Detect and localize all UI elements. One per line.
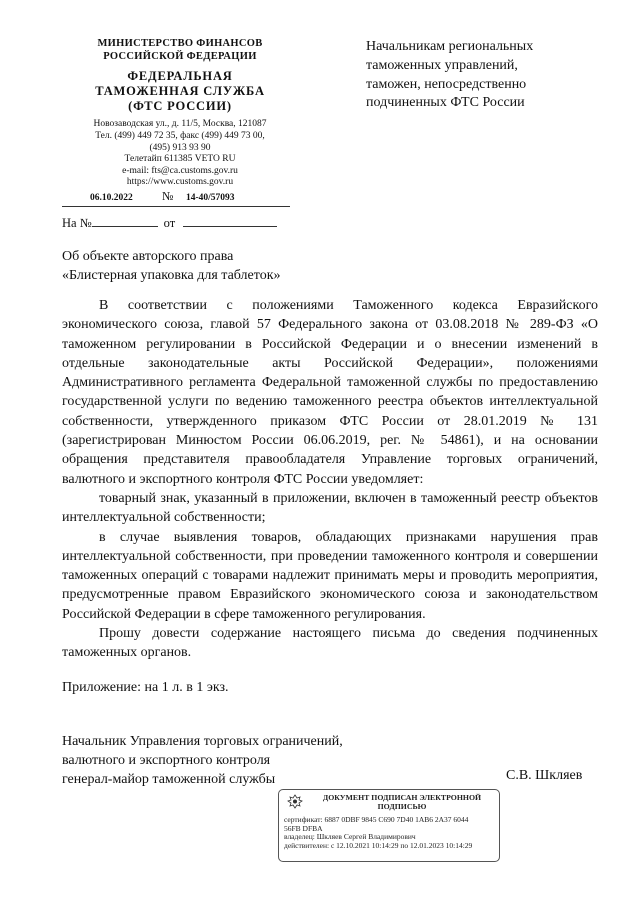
body-paragraph: товарный знак, указанный в приложении, включен в таможенный реестр объектов интеллектуальной собственности; bbox=[62, 490, 598, 526]
reference-line bbox=[62, 215, 277, 231]
letterhead bbox=[62, 38, 298, 189]
number-sign: № bbox=[162, 189, 174, 203]
body-paragraph: В соответствии с положениями Таможенного кодекса Евразийского экономического союза, главой 57 Федерального закона от 03.08.2018 № 289-ФЗ «О таможенном регулировании в Российской Федерации и о внесении изменений в отдельные законодательные акты Российской Федерации», положениями Административного регламента Федеральной таможенной службы по предоставлению государственной услуги по ведению таможенного реестра объектов интеллектуальной собственности, утвержденного приказом ФТС России от 28.01.2019 № 131 (зарегистрирован Минюстом России 06.06.2019, рег. № 54861), и на основании обращения представителя правообладателя Управление торговых ограничений, валютного и экспортного контроля ФТС России уведомляет: bbox=[62, 298, 598, 487]
ref-number-blank bbox=[92, 215, 158, 227]
stamp-validity: действителен: с 12.10.2021 10:14:29 по 12.01.2023 10:14:29 bbox=[284, 842, 473, 851]
ref-date-label: от bbox=[163, 216, 176, 230]
electronic-signature-stamp bbox=[278, 789, 500, 862]
stamp-certificate: сертификат: 6887 0DBF 9845 C690 7D40 1AB6 2A37 6044 bbox=[284, 815, 469, 824]
stamp-title: ДОКУМЕНТ ПОДПИСАН ЭЛЕКТРОННОЙ ПОДПИСЬЮ bbox=[322, 793, 482, 812]
signatory-position: Начальник Управления торговых ограничений, валютного и экспортного контроля генерал-майор таможенной службы bbox=[62, 734, 343, 787]
registration-line bbox=[90, 189, 290, 204]
stamp-certificate-cont: 56FB DFBA bbox=[284, 824, 323, 833]
service-name: ФЕДЕРАЛЬНАЯ ТАМОЖЕННАЯ СЛУЖБА (ФТС РОССИИ) bbox=[95, 69, 265, 113]
contact-info: Новозаводская ул., д. 11/5, Москва, 121087 Тел. (499) 449 72 35, факс (499) 449 73 00, (495) 913 93 90 Телетайп 611385 VETO RU e-mail: fts@ca.customs.gov.ru https://www.customs.gov.ru bbox=[93, 119, 267, 188]
registration-underline bbox=[62, 206, 290, 207]
ref-date-blank bbox=[183, 215, 277, 227]
signatory-name: С.В. Шкляев bbox=[506, 768, 583, 783]
stamp-owner: владелец: Шкляев Сергей Владимирович bbox=[284, 833, 416, 842]
attachment-note: Приложение: на 1 л. в 1 экз. bbox=[62, 680, 229, 695]
ref-number-label: На № bbox=[62, 216, 92, 230]
body-paragraph: в случае выявления товаров, обладающих признаками нарушения прав интеллектуальной собственности, при проведении таможенного контроля и совершении таможенных операций с товарами надлежит принимать меры и проводить мероприятия, предусмотренные правом Евразийского экономического союза и законодательством Российской Федерации в сфере таможенного регулирования. bbox=[62, 529, 598, 622]
document-number: 14-40/57093 bbox=[186, 193, 235, 203]
letter-subject: Об объекте авторского права «Блистерная упаковка для таблеток» bbox=[62, 249, 281, 283]
ministry-name: МИНИСТЕРСТВО ФИНАНСОВ РОССИЙСКОЙ ФЕДЕРАЦИИ bbox=[97, 38, 263, 62]
body-paragraph: Прошу довести содержание настоящего письма до сведения подчиненных таможенных органов. bbox=[62, 626, 598, 661]
letter-body bbox=[62, 296, 598, 663]
document-date: 06.10.2022 bbox=[90, 193, 133, 203]
emblem-icon bbox=[284, 793, 306, 811]
addressee: Начальникам региональных таможенных управлений, таможен, непосредственно подчиненных ФТС России bbox=[366, 39, 534, 111]
